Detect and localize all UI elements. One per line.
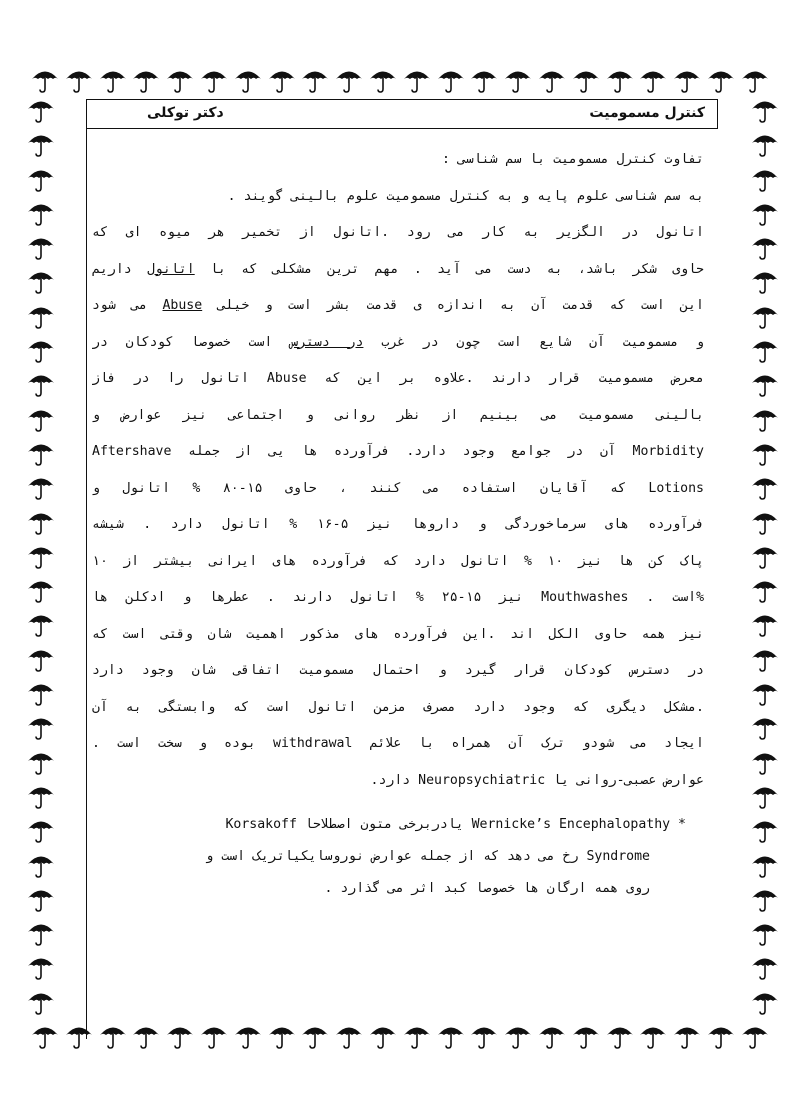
page-title: کنترل مسمومیت bbox=[589, 105, 705, 121]
line-text: و مسمومیت آن شایع است چون در غرب bbox=[381, 334, 704, 350]
underlined-term: اتانول bbox=[147, 261, 195, 277]
paragraph-line: پاک کن ها نیز ۱۰ % اتانول دارد که فرآورده های ایرانی بیشتر از ۱۰ bbox=[92, 553, 704, 569]
paragraph-line: Lotions که آقایان استفاده می کنند ، حاوی ۱۵-۸۰ % اتانول و bbox=[92, 480, 704, 496]
umbrella-icon bbox=[605, 66, 635, 94]
umbrella-icon bbox=[750, 473, 780, 501]
umbrella-icon bbox=[233, 1022, 263, 1050]
bullet-line: Syndrome رخ می دهد که از جمله عوارض نوروسایکیاتریک است و bbox=[205, 849, 650, 864]
bullet-line: روی همه ارگان ها خصوصا کبد اثر می گذارد . bbox=[324, 881, 650, 896]
umbrella-icon bbox=[750, 267, 780, 295]
paragraph-line: .مشکل دیگری که وجود دارد مصرف مزمن اتانول است که وابستگی به آن bbox=[92, 699, 704, 715]
umbrella-icon bbox=[672, 1022, 702, 1050]
umbrella-icon bbox=[436, 66, 466, 94]
umbrella-icon bbox=[165, 1022, 195, 1050]
umbrella-icon bbox=[750, 542, 780, 570]
umbrella-icon bbox=[334, 1022, 364, 1050]
author-name: دکتر توکلی bbox=[147, 105, 224, 121]
paragraph-line bbox=[92, 325, 704, 362]
umbrella-icon bbox=[740, 1022, 770, 1050]
umbrella-icon bbox=[368, 1022, 398, 1050]
umbrella-icon bbox=[26, 439, 56, 467]
umbrella-icon bbox=[750, 439, 780, 467]
umbrella-icon bbox=[26, 851, 56, 879]
umbrella-icon bbox=[750, 816, 780, 844]
umbrella-icon bbox=[26, 370, 56, 398]
umbrella-icon bbox=[26, 576, 56, 604]
umbrella-icon bbox=[26, 713, 56, 741]
umbrella-icon bbox=[30, 1022, 60, 1050]
umbrella-icon bbox=[750, 885, 780, 913]
umbrella-icon bbox=[300, 66, 330, 94]
umbrella-icon bbox=[26, 816, 56, 844]
umbrella-icon bbox=[334, 66, 364, 94]
umbrella-icon bbox=[26, 508, 56, 536]
section-heading: تفاوت کنترل مسمومیت با سم شناسی : bbox=[441, 152, 704, 167]
umbrella-icon bbox=[26, 96, 56, 124]
umbrella-icon bbox=[638, 66, 668, 94]
line-text: می شود bbox=[92, 298, 148, 313]
line-text: داریم bbox=[92, 261, 132, 277]
umbrella-icon bbox=[571, 66, 601, 94]
umbrella-icon bbox=[750, 405, 780, 433]
umbrella-icon bbox=[672, 66, 702, 94]
umbrella-icon bbox=[368, 66, 398, 94]
right-umbrella-border bbox=[750, 96, 780, 1016]
umbrella-icon bbox=[26, 679, 56, 707]
umbrella-icon bbox=[131, 1022, 161, 1050]
umbrella-icon bbox=[750, 370, 780, 398]
umbrella-icon bbox=[26, 919, 56, 947]
paragraph-line: بالینی مسمومیت می بینیم از نظر روانی و اجتماعی نیز عوارض و bbox=[92, 407, 704, 423]
umbrella-icon bbox=[750, 679, 780, 707]
paragraph-line: فرآورده های سرماخوردگی و داروها نیز ۵-۱۶ % اتانول دارد . شیشه bbox=[92, 517, 704, 532]
umbrella-icon bbox=[26, 885, 56, 913]
umbrella-icon bbox=[26, 233, 56, 261]
umbrella-icon bbox=[750, 748, 780, 776]
paragraph-line: در دسترس کودکان قرار گیرد و احتمال مسمومیت اتفاقی شان وجود دارد bbox=[92, 663, 704, 678]
umbrella-icon bbox=[26, 988, 56, 1016]
umbrella-icon bbox=[750, 233, 780, 261]
umbrella-icon bbox=[750, 302, 780, 330]
umbrella-icon bbox=[469, 1022, 499, 1050]
umbrella-icon bbox=[436, 1022, 466, 1050]
umbrella-icon bbox=[750, 165, 780, 193]
paragraph-line: %است . Mouthwashes نیز ۱۵-۲۵ % اتانول دارند . عطرها و ادکلن ها bbox=[92, 590, 704, 605]
umbrella-icon bbox=[26, 473, 56, 501]
left-umbrella-border bbox=[26, 96, 56, 1016]
umbrella-icon bbox=[267, 66, 297, 94]
left-margin-rule bbox=[86, 129, 87, 1039]
page-header bbox=[86, 99, 718, 129]
umbrella-icon bbox=[571, 1022, 601, 1050]
umbrella-icon bbox=[26, 645, 56, 673]
bottom-umbrella-border bbox=[30, 1022, 770, 1050]
umbrella-icon bbox=[750, 336, 780, 364]
umbrella-icon bbox=[750, 96, 780, 124]
umbrella-icon bbox=[98, 1022, 128, 1050]
umbrella-icon bbox=[740, 66, 770, 94]
umbrella-icon bbox=[26, 165, 56, 193]
umbrella-icon bbox=[64, 66, 94, 94]
umbrella-icon bbox=[750, 851, 780, 879]
umbrella-icon bbox=[750, 713, 780, 741]
umbrella-icon bbox=[706, 66, 736, 94]
umbrella-icon bbox=[26, 302, 56, 330]
paragraph-line: نیز همه حاوی الکل اند .این فرآورده های مذکور اهمیت شان وقتی است که bbox=[92, 626, 704, 642]
umbrella-icon bbox=[750, 508, 780, 536]
umbrella-icon bbox=[26, 199, 56, 227]
umbrella-icon bbox=[300, 1022, 330, 1050]
umbrella-icon bbox=[64, 1022, 94, 1050]
umbrella-icon bbox=[750, 199, 780, 227]
top-umbrella-border bbox=[30, 66, 770, 94]
document-body bbox=[92, 142, 704, 905]
umbrella-icon bbox=[199, 66, 229, 94]
umbrella-icon bbox=[26, 953, 56, 981]
umbrella-icon bbox=[26, 748, 56, 776]
umbrella-icon bbox=[267, 1022, 297, 1050]
umbrella-icon bbox=[26, 610, 56, 638]
umbrella-icon bbox=[402, 66, 432, 94]
umbrella-icon bbox=[750, 919, 780, 947]
paragraph-line bbox=[92, 288, 704, 325]
paragraph-line: معرض مسمومیت قرار دارند .علاوه بر این که Abuse اتانول را در فاز bbox=[92, 371, 704, 386]
umbrella-icon bbox=[750, 610, 780, 638]
underlined-term: در دسترس bbox=[290, 334, 364, 350]
umbrella-icon bbox=[469, 66, 499, 94]
umbrella-icon bbox=[750, 782, 780, 810]
umbrella-icon bbox=[537, 66, 567, 94]
umbrella-icon bbox=[537, 1022, 567, 1050]
paragraph-line bbox=[92, 252, 704, 289]
umbrella-icon bbox=[638, 1022, 668, 1050]
underlined-term: Abuse bbox=[162, 298, 203, 313]
umbrella-icon bbox=[750, 130, 780, 158]
paragraph-line: اتانول در الگزیر به کار می رود .اتانول از تخمیر هر میوه ای که bbox=[92, 225, 704, 240]
umbrella-icon bbox=[26, 130, 56, 158]
paragraph-line: عوارض عصبی-روانی یا Neuropsychiatric دارد. bbox=[370, 772, 704, 788]
umbrella-icon bbox=[706, 1022, 736, 1050]
umbrella-icon bbox=[165, 66, 195, 94]
bullet-line: * Wernicke’s Encephalopathy یادربرخی متون اصطلاحا Korsakoff bbox=[225, 817, 686, 832]
umbrella-icon bbox=[26, 267, 56, 295]
umbrella-icon bbox=[233, 66, 263, 94]
umbrella-icon bbox=[503, 1022, 533, 1050]
umbrella-icon bbox=[605, 1022, 635, 1050]
line-text: حاوی شکر باشد، به دست می آید . مهم ترین مشکلی که با bbox=[210, 261, 704, 277]
umbrella-icon bbox=[199, 1022, 229, 1050]
line-text: این است که قدمت آن به اندازه ی قدمت بشر است و خیلی bbox=[217, 298, 704, 313]
umbrella-icon bbox=[131, 66, 161, 94]
umbrella-icon bbox=[26, 542, 56, 570]
intro-line: به سم شناسی علوم پایه و به کنترل مسمومیت علوم بالینی گویند . bbox=[227, 188, 704, 204]
umbrella-icon bbox=[402, 1022, 432, 1050]
umbrella-icon bbox=[503, 66, 533, 94]
umbrella-icon bbox=[26, 336, 56, 364]
umbrella-icon bbox=[750, 953, 780, 981]
umbrella-icon bbox=[750, 988, 780, 1016]
umbrella-icon bbox=[750, 645, 780, 673]
paragraph-line: ایجاد می شودو ترک آن همراه با علائم withdrawal بوده و سخت است . bbox=[92, 736, 704, 751]
paragraph-line: Morbidity آن در جوامع وجود دارد. فرآورده ها یی از جمله Aftershave bbox=[92, 444, 704, 459]
umbrella-icon bbox=[26, 782, 56, 810]
umbrella-icon bbox=[750, 576, 780, 604]
umbrella-icon bbox=[30, 66, 60, 94]
line-text: است خصوصا کودکان در bbox=[92, 334, 273, 350]
umbrella-icon bbox=[98, 66, 128, 94]
umbrella-icon bbox=[26, 405, 56, 433]
